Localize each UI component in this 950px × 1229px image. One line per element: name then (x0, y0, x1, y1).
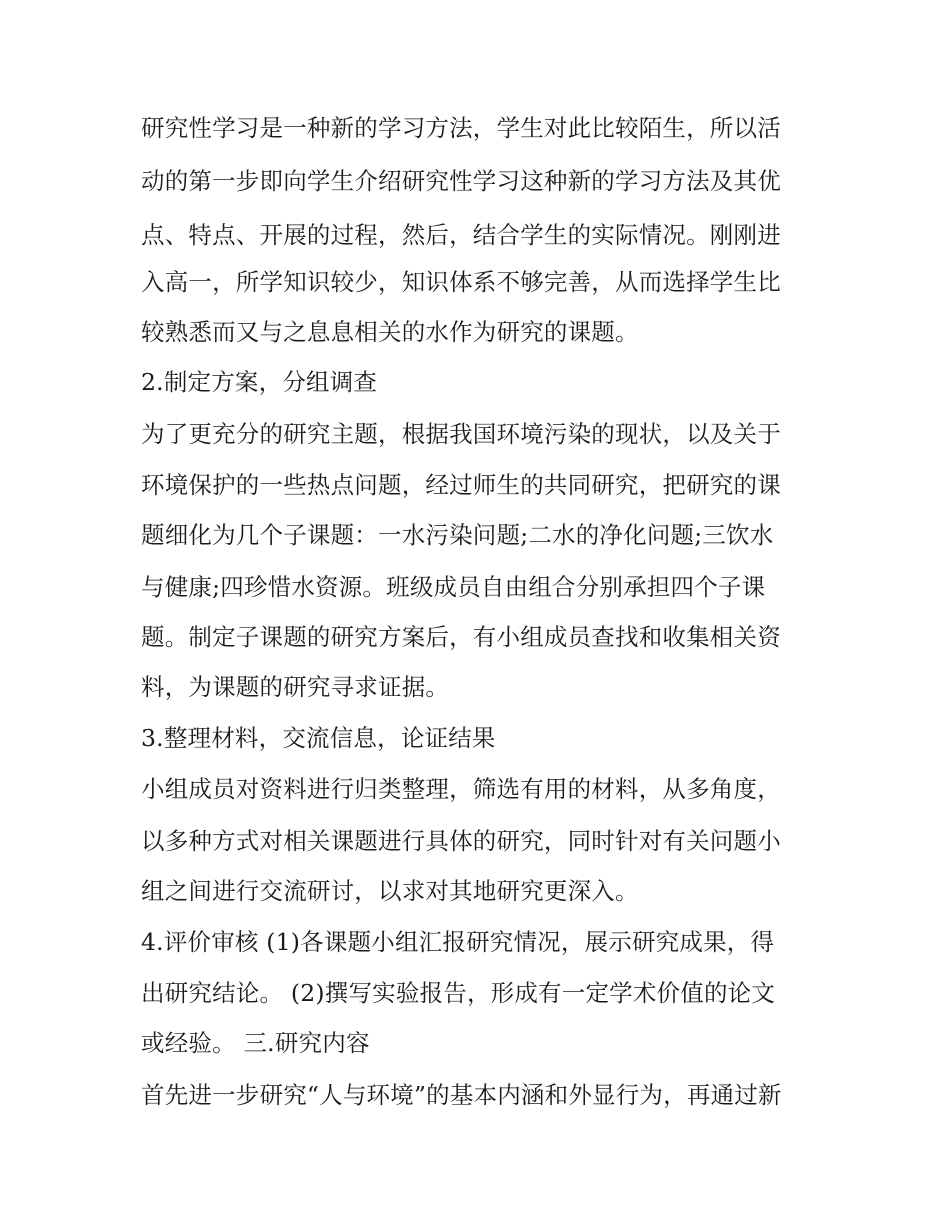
paragraph-line: 以多种方式对相关课题进行具体的研究，同时针对有关问题小 (141, 827, 781, 855)
section-heading: 3.整理材料，交流信息，论证结果 (141, 724, 496, 752)
paragraph-line: 题。制定子课题的研究方案后，有小组成员查找和收集相关资 (141, 623, 781, 651)
paragraph-line: 较熟悉而又与之息息相关的水作为研究的课题。 (141, 318, 639, 346)
paragraph-line: 环境保护的一些热点问题，经过师生的共同研究，把研究的课 (141, 471, 781, 499)
section-heading: 4.评价审核 (1)各课题小组汇报研究情况，展示研究成果，得 (141, 928, 775, 956)
paragraph-line: 组之间进行交流研讨，以求对其地研究更深入。 (141, 877, 639, 905)
paragraph-line: 或经验。 三.研究内容 (141, 1029, 370, 1057)
paragraph-line: 料，为课题的研究寻求证据。 (141, 673, 450, 701)
paragraph-line: 出研究结论。 (2)撰写实验报告，形成有一定学术价值的论文 (141, 979, 776, 1007)
paragraph-line: 与健康;四珍惜水资源。班级成员自由组合分别承担四个子课 (141, 573, 766, 601)
paragraph-line: 首先进一步研究“人与环境”的基本内涵和外显行为，再通过新 (141, 1081, 782, 1109)
paragraph-line: 点、特点、开展的过程，然后，结合学生的实际情况。刚刚进 (141, 221, 781, 249)
paragraph-line: 动的第一步即向学生介绍研究性学习这种新的学习方法及其优 (141, 167, 781, 195)
paragraph-line: 为了更充分的研究主题，根据我国环境污染的现状，以及关于 (141, 420, 781, 448)
section-heading: 2.制定方案，分组调查 (141, 368, 378, 396)
paragraph-line: 小组成员对资料进行归类整理，筛选有用的材料，从多角度， (141, 775, 781, 803)
paragraph-line: 题细化为几个子课题：一水污染问题;二水的净化问题;三饮水 (141, 521, 774, 549)
paragraph-line: 入高一，所学知识较少，知识体系不够完善，从而选择学生比 (141, 268, 781, 296)
paragraph-line: 研究性学习是一种新的学习方法，学生对此比较陌生，所以活 (141, 114, 781, 142)
